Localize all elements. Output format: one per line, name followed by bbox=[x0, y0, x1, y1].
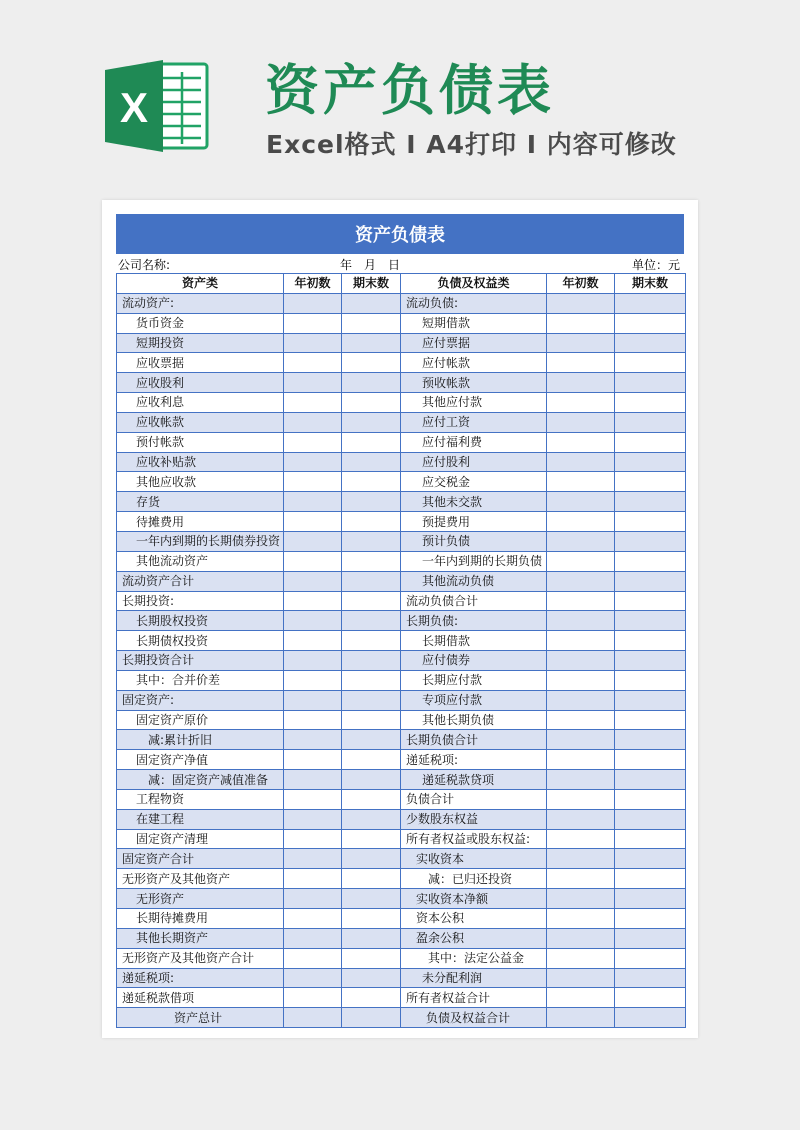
asset-begin-cell[interactable] bbox=[284, 631, 342, 651]
table-row bbox=[117, 512, 686, 532]
liability-item-label: 所有者权益或股东权益: bbox=[401, 829, 547, 849]
table-row bbox=[117, 889, 686, 909]
asset-end-cell[interactable] bbox=[342, 353, 401, 373]
asset-item-label: 工程物资 bbox=[117, 789, 284, 809]
asset-end-cell[interactable] bbox=[342, 651, 401, 671]
sheet-title: 资产负债表 bbox=[116, 214, 684, 254]
liability-item-label: 长期负债: bbox=[401, 611, 547, 631]
table-row bbox=[117, 690, 686, 710]
table-row bbox=[117, 1008, 686, 1028]
asset-begin-cell[interactable] bbox=[284, 869, 342, 889]
asset-item-label: 应收补贴款 bbox=[117, 452, 284, 472]
liability-end-cell[interactable] bbox=[615, 928, 686, 948]
liability-item-label: 减：已归还投资 bbox=[401, 869, 547, 889]
asset-end-cell[interactable] bbox=[342, 869, 401, 889]
liability-end-cell[interactable] bbox=[615, 551, 686, 571]
table-row bbox=[117, 373, 686, 393]
asset-end-cell[interactable] bbox=[342, 1008, 401, 1028]
asset-begin-cell[interactable] bbox=[284, 889, 342, 909]
asset-item-label: 其中：合并价差 bbox=[117, 670, 284, 690]
header-assets: 资产类 bbox=[117, 274, 284, 294]
liability-end-cell[interactable] bbox=[615, 571, 686, 591]
asset-end-cell[interactable] bbox=[342, 333, 401, 353]
liability-begin-cell[interactable] bbox=[547, 412, 615, 432]
liability-item-label: 长期负债合计 bbox=[401, 730, 547, 750]
liability-end-cell[interactable] bbox=[615, 531, 686, 551]
liability-begin-cell[interactable] bbox=[547, 909, 615, 929]
liability-end-cell[interactable] bbox=[615, 591, 686, 611]
asset-item-label: 货币资金 bbox=[117, 313, 284, 333]
liability-end-cell[interactable] bbox=[615, 690, 686, 710]
liability-end-cell[interactable] bbox=[615, 353, 686, 373]
asset-begin-cell[interactable] bbox=[284, 531, 342, 551]
liability-begin-cell[interactable] bbox=[547, 492, 615, 512]
asset-end-cell[interactable] bbox=[342, 631, 401, 651]
table-row bbox=[117, 611, 686, 631]
table-row bbox=[117, 670, 686, 690]
date-label: 年 月 日 bbox=[340, 258, 401, 272]
asset-end-cell[interactable] bbox=[342, 928, 401, 948]
liability-item-label: 一年内到期的长期负债 bbox=[401, 551, 547, 571]
liability-begin-cell[interactable] bbox=[547, 512, 615, 532]
asset-item-label: 一年内到期的长期债券投资 bbox=[117, 531, 284, 551]
asset-item-label: 无形资产及其他资产合计 bbox=[117, 948, 284, 968]
asset-end-cell[interactable] bbox=[342, 492, 401, 512]
asset-item-label: 流动资产: bbox=[117, 293, 284, 313]
table-row bbox=[117, 412, 686, 432]
asset-item-label: 固定资产合计 bbox=[117, 849, 284, 869]
table-row bbox=[117, 710, 686, 730]
liability-begin-cell[interactable] bbox=[547, 373, 615, 393]
asset-begin-cell[interactable] bbox=[284, 948, 342, 968]
asset-item-label: 长期投资: bbox=[117, 591, 284, 611]
asset-end-cell[interactable] bbox=[342, 571, 401, 591]
liability-item-label: 递延税款贷项 bbox=[401, 770, 547, 790]
liability-end-cell[interactable] bbox=[615, 710, 686, 730]
table-row bbox=[117, 591, 686, 611]
asset-item-label: 预付帐款 bbox=[117, 432, 284, 452]
liability-begin-cell[interactable] bbox=[547, 333, 615, 353]
asset-item-label: 应收股利 bbox=[117, 373, 284, 393]
asset-item-label: 长期待摊费用 bbox=[117, 909, 284, 929]
liability-end-cell[interactable] bbox=[615, 670, 686, 690]
liability-end-cell[interactable] bbox=[615, 809, 686, 829]
asset-begin-cell[interactable] bbox=[284, 492, 342, 512]
liability-begin-cell[interactable] bbox=[547, 631, 615, 651]
liability-begin-cell[interactable] bbox=[547, 928, 615, 948]
asset-item-label: 短期投资 bbox=[117, 333, 284, 353]
asset-end-cell[interactable] bbox=[342, 551, 401, 571]
liability-begin-cell[interactable] bbox=[547, 730, 615, 750]
asset-begin-cell[interactable] bbox=[284, 968, 342, 988]
table-row bbox=[117, 531, 686, 551]
liability-item-label: 短期借款 bbox=[401, 313, 547, 333]
table-row bbox=[117, 551, 686, 571]
liability-item-label: 未分配利润 bbox=[401, 968, 547, 988]
asset-end-cell[interactable] bbox=[342, 789, 401, 809]
liability-begin-cell[interactable] bbox=[547, 1008, 615, 1028]
liability-item-label: 其他未交款 bbox=[401, 492, 547, 512]
table-body bbox=[117, 293, 686, 1027]
liability-end-cell[interactable] bbox=[615, 1008, 686, 1028]
liability-item-label: 其中：法定公益金 bbox=[401, 948, 547, 968]
table-header-row bbox=[117, 274, 686, 294]
asset-end-cell[interactable] bbox=[342, 591, 401, 611]
asset-end-cell[interactable] bbox=[342, 849, 401, 869]
table-row bbox=[117, 333, 686, 353]
asset-item-label: 无形资产 bbox=[117, 889, 284, 909]
liability-begin-cell[interactable] bbox=[547, 670, 615, 690]
liability-item-label: 盈余公积 bbox=[401, 928, 547, 948]
excel-logo-icon bbox=[103, 58, 211, 154]
liability-item-label: 资本公积 bbox=[401, 909, 547, 929]
liability-end-cell[interactable] bbox=[615, 472, 686, 492]
asset-begin-cell[interactable] bbox=[284, 690, 342, 710]
liability-item-label: 流动负债: bbox=[401, 293, 547, 313]
banner bbox=[0, 0, 800, 195]
liability-begin-cell[interactable] bbox=[547, 651, 615, 671]
asset-begin-cell[interactable] bbox=[284, 730, 342, 750]
asset-end-cell[interactable] bbox=[342, 313, 401, 333]
liability-item-label: 实收资本净额 bbox=[401, 889, 547, 909]
banner-title: 资产负债表 bbox=[265, 59, 555, 122]
liability-item-label: 长期借款 bbox=[401, 631, 547, 651]
table-row bbox=[117, 313, 686, 333]
asset-item-label: 在建工程 bbox=[117, 809, 284, 829]
liability-end-cell[interactable] bbox=[615, 869, 686, 889]
liability-end-cell[interactable] bbox=[615, 789, 686, 809]
liability-item-label: 应交税金 bbox=[401, 472, 547, 492]
liability-end-cell[interactable] bbox=[615, 313, 686, 333]
liability-item-label: 所有者权益合计 bbox=[401, 988, 547, 1008]
liability-begin-cell[interactable] bbox=[547, 591, 615, 611]
asset-begin-cell[interactable] bbox=[284, 770, 342, 790]
liability-end-cell[interactable] bbox=[615, 889, 686, 909]
logo-letter: X bbox=[119, 84, 149, 131]
liability-end-cell[interactable] bbox=[615, 432, 686, 452]
asset-begin-cell[interactable] bbox=[284, 333, 342, 353]
liability-item-label: 实收资本 bbox=[401, 849, 547, 869]
table-row bbox=[117, 651, 686, 671]
liability-begin-cell[interactable] bbox=[547, 988, 615, 1008]
liability-item-label: 应付工资 bbox=[401, 412, 547, 432]
unit-label: 单位：元 bbox=[631, 258, 680, 272]
liability-begin-cell[interactable] bbox=[547, 710, 615, 730]
asset-item-label: 长期投资合计 bbox=[117, 651, 284, 671]
asset-end-cell[interactable] bbox=[342, 412, 401, 432]
liability-end-cell[interactable] bbox=[615, 730, 686, 750]
liability-begin-cell[interactable] bbox=[547, 551, 615, 571]
liability-end-cell[interactable] bbox=[615, 452, 686, 472]
liability-begin-cell[interactable] bbox=[547, 393, 615, 413]
liability-end-cell[interactable] bbox=[615, 631, 686, 651]
table-row bbox=[117, 393, 686, 413]
liability-end-cell[interactable] bbox=[615, 651, 686, 671]
asset-begin-cell[interactable] bbox=[284, 809, 342, 829]
liability-begin-cell[interactable] bbox=[547, 829, 615, 849]
liability-item-label: 应付福利费 bbox=[401, 432, 547, 452]
liability-item-label: 应付债券 bbox=[401, 651, 547, 671]
header-end-assets: 期末数 bbox=[342, 274, 401, 294]
table-row bbox=[117, 869, 686, 889]
asset-begin-cell[interactable] bbox=[284, 452, 342, 472]
header-begin-assets: 年初数 bbox=[284, 274, 342, 294]
liability-end-cell[interactable] bbox=[615, 373, 686, 393]
asset-begin-cell[interactable] bbox=[284, 313, 342, 333]
asset-begin-cell[interactable] bbox=[284, 849, 342, 869]
asset-begin-cell[interactable] bbox=[284, 611, 342, 631]
liability-item-label: 预提费用 bbox=[401, 512, 547, 532]
liability-end-cell[interactable] bbox=[615, 412, 686, 432]
asset-end-cell[interactable] bbox=[342, 948, 401, 968]
table-row bbox=[117, 452, 686, 472]
asset-begin-cell[interactable] bbox=[284, 591, 342, 611]
liability-begin-cell[interactable] bbox=[547, 948, 615, 968]
table-row bbox=[117, 730, 686, 750]
liability-item-label: 其他长期负债 bbox=[401, 710, 547, 730]
table-row bbox=[117, 631, 686, 651]
asset-end-cell[interactable] bbox=[342, 988, 401, 1008]
table-row bbox=[117, 770, 686, 790]
asset-item-label: 固定资产: bbox=[117, 690, 284, 710]
liability-begin-cell[interactable] bbox=[547, 750, 615, 770]
asset-begin-cell[interactable] bbox=[284, 789, 342, 809]
asset-begin-cell[interactable] bbox=[284, 1008, 342, 1028]
asset-begin-cell[interactable] bbox=[284, 551, 342, 571]
liability-item-label: 负债合计 bbox=[401, 789, 547, 809]
asset-end-cell[interactable] bbox=[342, 750, 401, 770]
liability-item-label: 负债及权益合计 bbox=[401, 1008, 547, 1028]
table-row bbox=[117, 750, 686, 770]
asset-item-label: 递延税项: bbox=[117, 968, 284, 988]
liability-begin-cell[interactable] bbox=[547, 770, 615, 790]
header-end-liabilities: 期末数 bbox=[615, 274, 686, 294]
asset-end-cell[interactable] bbox=[342, 373, 401, 393]
liability-begin-cell[interactable] bbox=[547, 432, 615, 452]
liability-begin-cell[interactable] bbox=[547, 571, 615, 591]
asset-begin-cell[interactable] bbox=[284, 512, 342, 532]
liability-end-cell[interactable] bbox=[615, 512, 686, 532]
asset-end-cell[interactable] bbox=[342, 690, 401, 710]
table-row bbox=[117, 571, 686, 591]
asset-end-cell[interactable] bbox=[342, 829, 401, 849]
liability-end-cell[interactable] bbox=[615, 988, 686, 1008]
asset-end-cell[interactable] bbox=[342, 889, 401, 909]
liability-begin-cell[interactable] bbox=[547, 611, 615, 631]
asset-item-label: 固定资产原价 bbox=[117, 710, 284, 730]
liability-end-cell[interactable] bbox=[615, 770, 686, 790]
liability-item-label: 应付帐款 bbox=[401, 353, 547, 373]
liability-begin-cell[interactable] bbox=[547, 293, 615, 313]
asset-end-cell[interactable] bbox=[342, 710, 401, 730]
liability-begin-cell[interactable] bbox=[547, 452, 615, 472]
table-row bbox=[117, 353, 686, 373]
table-row bbox=[117, 849, 686, 869]
table-row bbox=[117, 432, 686, 452]
liability-end-cell[interactable] bbox=[615, 849, 686, 869]
asset-begin-cell[interactable] bbox=[284, 651, 342, 671]
sheet bbox=[102, 200, 698, 1038]
liability-begin-cell[interactable] bbox=[547, 472, 615, 492]
asset-begin-cell[interactable] bbox=[284, 412, 342, 432]
table-row bbox=[117, 789, 686, 809]
liability-begin-cell[interactable] bbox=[547, 849, 615, 869]
asset-item-label: 减:累计折旧 bbox=[117, 730, 284, 750]
asset-end-cell[interactable] bbox=[342, 393, 401, 413]
asset-item-label: 应收帐款 bbox=[117, 412, 284, 432]
liability-end-cell[interactable] bbox=[615, 948, 686, 968]
table-row bbox=[117, 928, 686, 948]
liability-begin-cell[interactable] bbox=[547, 968, 615, 988]
asset-item-label: 固定资产清理 bbox=[117, 829, 284, 849]
asset-end-cell[interactable] bbox=[342, 909, 401, 929]
asset-end-cell[interactable] bbox=[342, 531, 401, 551]
asset-begin-cell[interactable] bbox=[284, 928, 342, 948]
table-row bbox=[117, 809, 686, 829]
liability-item-label: 少数股东权益 bbox=[401, 809, 547, 829]
asset-item-label: 减：固定资产减值准备 bbox=[117, 770, 284, 790]
liability-end-cell[interactable] bbox=[615, 492, 686, 512]
asset-begin-cell[interactable] bbox=[284, 710, 342, 730]
table-row bbox=[117, 909, 686, 929]
liability-end-cell[interactable] bbox=[615, 333, 686, 353]
liability-begin-cell[interactable] bbox=[547, 869, 615, 889]
asset-end-cell[interactable] bbox=[342, 452, 401, 472]
info-row bbox=[116, 255, 684, 273]
liability-begin-cell[interactable] bbox=[547, 313, 615, 333]
asset-begin-cell[interactable] bbox=[284, 571, 342, 591]
liability-begin-cell[interactable] bbox=[547, 353, 615, 373]
liability-begin-cell[interactable] bbox=[547, 690, 615, 710]
liability-begin-cell[interactable] bbox=[547, 809, 615, 829]
liability-item-label: 其他应付款 bbox=[401, 393, 547, 413]
asset-begin-cell[interactable] bbox=[284, 293, 342, 313]
asset-begin-cell[interactable] bbox=[284, 670, 342, 690]
asset-item-label: 长期债权投资 bbox=[117, 631, 284, 651]
header-begin-liabilities: 年初数 bbox=[547, 274, 615, 294]
liability-end-cell[interactable] bbox=[615, 829, 686, 849]
asset-end-cell[interactable] bbox=[342, 432, 401, 452]
asset-item-label: 待摊费用 bbox=[117, 512, 284, 532]
table-row bbox=[117, 492, 686, 512]
table-row bbox=[117, 829, 686, 849]
liability-end-cell[interactable] bbox=[615, 393, 686, 413]
asset-begin-cell[interactable] bbox=[284, 353, 342, 373]
asset-end-cell[interactable] bbox=[342, 293, 401, 313]
table-row bbox=[117, 293, 686, 313]
asset-end-cell[interactable] bbox=[342, 512, 401, 532]
balance-sheet-table bbox=[116, 273, 686, 1028]
liability-begin-cell[interactable] bbox=[547, 889, 615, 909]
liability-item-label: 应付票据 bbox=[401, 333, 547, 353]
liability-end-cell[interactable] bbox=[615, 968, 686, 988]
table-row bbox=[117, 472, 686, 492]
asset-item-label: 其他流动资产 bbox=[117, 551, 284, 571]
asset-begin-cell[interactable] bbox=[284, 750, 342, 770]
liability-end-cell[interactable] bbox=[615, 293, 686, 313]
asset-item-label: 其他应收款 bbox=[117, 472, 284, 492]
liability-item-label: 预收帐款 bbox=[401, 373, 547, 393]
company-label: 公司名称: bbox=[118, 258, 171, 272]
asset-item-label: 流动资产合计 bbox=[117, 571, 284, 591]
asset-item-label: 应收票据 bbox=[117, 353, 284, 373]
asset-begin-cell[interactable] bbox=[284, 472, 342, 492]
asset-end-cell[interactable] bbox=[342, 611, 401, 631]
asset-begin-cell[interactable] bbox=[284, 909, 342, 929]
asset-begin-cell[interactable] bbox=[284, 829, 342, 849]
asset-end-cell[interactable] bbox=[342, 472, 401, 492]
table-row bbox=[117, 988, 686, 1008]
asset-item-label: 递延税款借项 bbox=[117, 988, 284, 1008]
liability-item-label: 预计负债 bbox=[401, 531, 547, 551]
liability-end-cell[interactable] bbox=[615, 909, 686, 929]
asset-begin-cell[interactable] bbox=[284, 373, 342, 393]
liability-end-cell[interactable] bbox=[615, 611, 686, 631]
asset-begin-cell[interactable] bbox=[284, 988, 342, 1008]
asset-item-label: 固定资产净值 bbox=[117, 750, 284, 770]
asset-item-label: 长期股权投资 bbox=[117, 611, 284, 631]
asset-item-label: 应收利息 bbox=[117, 393, 284, 413]
liability-item-label: 专项应付款 bbox=[401, 690, 547, 710]
asset-item-label: 无形资产及其他资产 bbox=[117, 869, 284, 889]
asset-item-label: 存货 bbox=[117, 492, 284, 512]
header-liabilities: 负债及权益类 bbox=[401, 274, 547, 294]
liability-begin-cell[interactable] bbox=[547, 531, 615, 551]
liability-item-label: 流动负债合计 bbox=[401, 591, 547, 611]
asset-end-cell[interactable] bbox=[342, 670, 401, 690]
asset-end-cell[interactable] bbox=[342, 770, 401, 790]
liability-item-label: 递延税项: bbox=[401, 750, 547, 770]
asset-end-cell[interactable] bbox=[342, 809, 401, 829]
asset-end-cell[interactable] bbox=[342, 968, 401, 988]
banner-subtitle: Excel格式 I A4打印 I 内容可修改 bbox=[266, 130, 677, 159]
liability-end-cell[interactable] bbox=[615, 750, 686, 770]
asset-begin-cell[interactable] bbox=[284, 432, 342, 452]
liability-item-label: 长期应付款 bbox=[401, 670, 547, 690]
liability-item-label: 其他流动负债 bbox=[401, 571, 547, 591]
asset-item-label: 其他长期资产 bbox=[117, 928, 284, 948]
liability-begin-cell[interactable] bbox=[547, 789, 615, 809]
asset-item-label: 资产总计 bbox=[117, 1008, 284, 1028]
asset-end-cell[interactable] bbox=[342, 730, 401, 750]
table-row bbox=[117, 968, 686, 988]
table-row bbox=[117, 948, 686, 968]
liability-item-label: 应付股利 bbox=[401, 452, 547, 472]
asset-begin-cell[interactable] bbox=[284, 393, 342, 413]
